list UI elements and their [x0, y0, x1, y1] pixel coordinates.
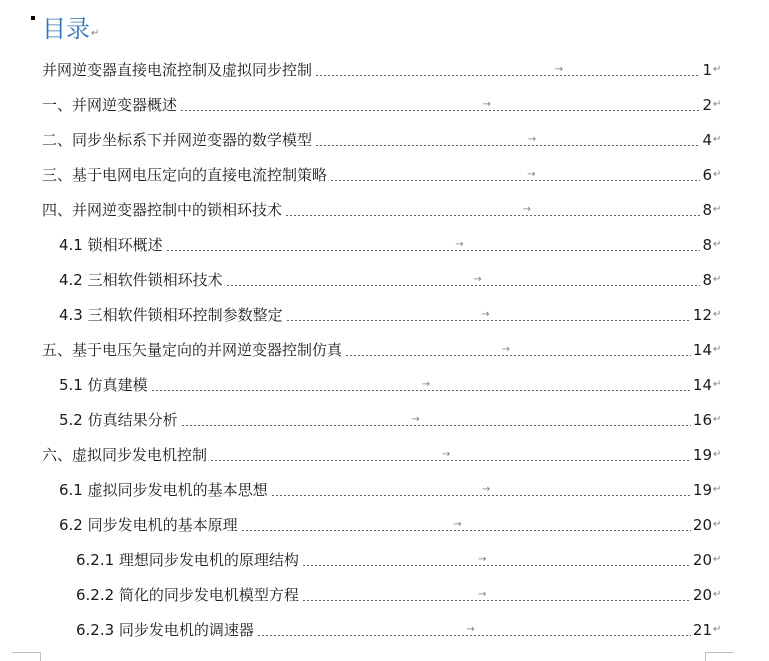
paragraph-mark-icon: ↵: [713, 273, 722, 285]
toc-entry-page-number[interactable]: 21: [692, 620, 712, 639]
toc-heading: [42, 12, 99, 51]
toc-entry[interactable]: [0, 227, 769, 262]
dot-leader: [257, 624, 691, 636]
dot-leader: [241, 519, 691, 531]
toc-entry-title[interactable]: 6.2.2 简化的同步发电机模型方程: [76, 586, 299, 604]
toc-entry-page-number[interactable]: 14: [692, 340, 712, 359]
dot-leader: [315, 134, 700, 146]
paragraph-mark-icon: ↵: [713, 413, 722, 425]
dot-leader: [302, 589, 691, 601]
toc-entry-page-number[interactable]: 6: [702, 165, 712, 184]
toc-entry-title[interactable]: 6.2.3 同步发电机的调速器: [76, 621, 254, 639]
toc-entry-title[interactable]: 四、并网逆变器控制中的锁相环技术: [42, 201, 283, 219]
toc-entry-title[interactable]: 4.1 锁相环概述: [59, 236, 163, 254]
page-corner-left: [12, 652, 41, 661]
paragraph-mark-icon: ↵: [713, 203, 722, 215]
toc-entry[interactable]: [0, 577, 769, 612]
toc-entry-title[interactable]: 6.1 虚拟同步发电机的基本思想: [59, 481, 268, 499]
tab-mark-icon: →: [522, 204, 531, 215]
paragraph-mark-icon: ↵: [713, 343, 722, 355]
dot-leader: [285, 204, 700, 216]
tab-mark-icon: →: [477, 589, 487, 600]
toc-entry[interactable]: [0, 157, 769, 192]
toc-entry[interactable]: [0, 472, 769, 507]
dot-leader: [226, 274, 700, 286]
dot-leader: [345, 344, 691, 356]
paragraph-mark-icon: ↵: [713, 623, 722, 635]
paragraph-mark-icon: ↵: [713, 553, 722, 565]
tab-mark-icon: →: [527, 169, 536, 180]
tab-mark-icon: →: [441, 449, 451, 460]
paragraph-mark-icon: ↵: [713, 518, 722, 530]
table-of-contents: [0, 52, 769, 647]
toc-entry-title[interactable]: 一、并网逆变器概述: [42, 96, 178, 114]
paragraph-mark-icon: ↵: [713, 483, 722, 495]
tab-mark-icon: →: [481, 309, 490, 320]
toc-entry-page-number[interactable]: 4: [702, 130, 712, 149]
toc-entry-page-number[interactable]: 20: [692, 550, 712, 569]
toc-entry[interactable]: [0, 507, 769, 542]
toc-entry-title[interactable]: 6.2.1 理想同步发电机的原理结构: [76, 551, 299, 569]
toc-entry-title[interactable]: 6.2 同步发电机的基本原理: [59, 516, 238, 534]
tab-mark-icon: →: [501, 344, 511, 355]
dot-leader: [180, 99, 700, 111]
toc-entry[interactable]: [0, 542, 769, 577]
toc-entry[interactable]: [0, 87, 769, 122]
dot-leader: [330, 169, 700, 181]
tab-mark-icon: →: [473, 274, 482, 285]
toc-entry[interactable]: [0, 367, 769, 402]
tab-mark-icon: →: [554, 64, 564, 75]
toc-entry-page-number[interactable]: 8: [702, 270, 712, 289]
toc-entry[interactable]: [0, 262, 769, 297]
paragraph-mark-icon: ↵: [713, 133, 722, 145]
paragraph-mark-icon: ↵: [713, 168, 722, 180]
paragraph-mark-icon: ↵: [713, 238, 722, 250]
toc-entry-page-number[interactable]: 20: [692, 585, 712, 604]
paragraph-mark-icon: ↵: [713, 63, 722, 75]
dot-leader: [151, 379, 691, 391]
tab-mark-icon: →: [527, 134, 537, 145]
paragraph-mark-icon: ↵: [713, 308, 722, 320]
toc-entry-title[interactable]: 4.2 三相软件锁相环技术: [59, 271, 223, 289]
toc-entry-page-number[interactable]: 8: [702, 200, 712, 219]
toc-entry[interactable]: [0, 122, 769, 157]
toc-entry-page-number[interactable]: 1: [702, 60, 712, 79]
tab-mark-icon: →: [482, 99, 491, 110]
tab-mark-icon: →: [477, 554, 487, 565]
toc-entry[interactable]: [0, 402, 769, 437]
toc-entry-page-number[interactable]: 14: [692, 375, 712, 394]
toc-entry-title[interactable]: 三、基于电网电压定向的直接电流控制策略: [42, 166, 328, 184]
toc-entry-title[interactable]: 并网逆变器直接电流控制及虚拟同步控制: [42, 61, 313, 79]
page-anchor-marker: [31, 16, 35, 20]
dot-leader: [181, 414, 691, 426]
toc-entry-title[interactable]: 5.1 仿真建模: [59, 376, 148, 394]
toc-entry[interactable]: [0, 52, 769, 87]
dot-leader: [315, 64, 700, 76]
paragraph-mark-icon: ↵: [713, 98, 722, 110]
paragraph-mark-icon: ↵: [713, 588, 722, 600]
dot-leader: [271, 484, 691, 496]
toc-entry-title[interactable]: 二、同步坐标系下并网逆变器的数学模型: [42, 131, 313, 149]
dot-leader: [166, 239, 700, 251]
toc-entry[interactable]: [0, 297, 769, 332]
tab-mark-icon: →: [466, 624, 475, 635]
tab-mark-icon: →: [455, 239, 464, 250]
toc-entry-title[interactable]: 4.3 三相软件锁相环控制参数整定: [59, 306, 283, 324]
toc-entry-page-number[interactable]: 19: [692, 445, 712, 464]
tab-mark-icon: →: [453, 519, 462, 530]
toc-entry[interactable]: [0, 192, 769, 227]
toc-entry[interactable]: [0, 332, 769, 367]
paragraph-mark-icon: ↵: [91, 28, 100, 39]
toc-heading-text: 目录: [42, 15, 90, 43]
paragraph-mark-icon: ↵: [713, 378, 722, 390]
toc-entry-title[interactable]: 五、基于电压矢量定向的并网逆变器控制仿真: [42, 341, 343, 359]
toc-entry-page-number[interactable]: 20: [692, 515, 712, 534]
toc-entry[interactable]: [0, 437, 769, 472]
tab-mark-icon: →: [481, 484, 491, 495]
toc-entry-page-number[interactable]: 2: [702, 95, 712, 114]
toc-entry-page-number[interactable]: 8: [702, 235, 712, 254]
toc-entry-title[interactable]: 六、虚拟同步发电机控制: [42, 446, 208, 464]
toc-entry-page-number[interactable]: 12: [692, 305, 712, 324]
page-corner-right: [705, 652, 734, 661]
toc-entry-page-number[interactable]: 16: [692, 410, 712, 429]
toc-entry[interactable]: [0, 612, 769, 647]
dot-leader: [210, 449, 691, 461]
paragraph-mark-icon: ↵: [713, 448, 722, 460]
tab-mark-icon: →: [411, 414, 420, 425]
dot-leader: [302, 554, 691, 566]
dot-leader: [286, 309, 691, 321]
toc-entry-page-number[interactable]: 19: [692, 480, 712, 499]
tab-mark-icon: →: [421, 379, 431, 390]
toc-entry-title[interactable]: 5.2 仿真结果分析: [59, 411, 178, 429]
